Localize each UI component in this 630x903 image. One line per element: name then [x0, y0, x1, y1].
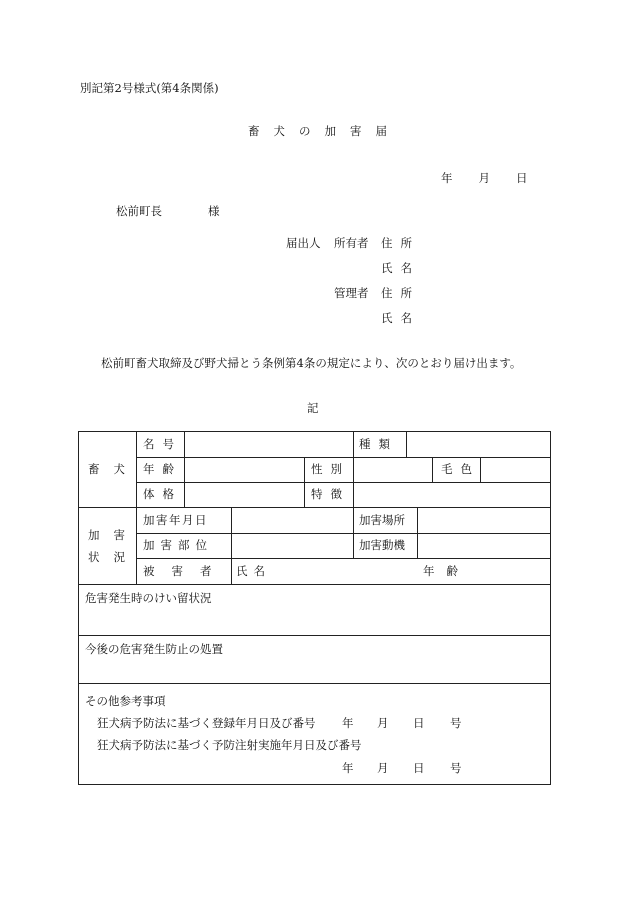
- build-label: 体格: [143, 487, 182, 501]
- date-month: 月: [478, 171, 490, 185]
- owner-label: 所有者: [334, 236, 369, 250]
- manager-label: 管理者: [334, 286, 369, 300]
- rabies-vaccination-year: 年: [342, 761, 354, 775]
- damage-header-2: 状況: [88, 550, 139, 564]
- prevention-field[interactable]: [79, 657, 551, 682]
- form-code: 別記第2号様式(第4条関係): [80, 81, 219, 95]
- statement: 松前町畜犬取締及び野犬掃とう条例第4条の規定により、次のとおり届け出ます。: [101, 356, 522, 370]
- date-line: [441, 173, 528, 185]
- sex-label: 性別: [311, 462, 350, 476]
- manager-address-label: 住所: [381, 286, 420, 300]
- damage-part-label: 加害部位: [143, 538, 213, 552]
- coat-field[interactable]: [481, 457, 550, 482]
- rabies-vaccination-number: 号: [450, 761, 462, 775]
- rabies-registration-year: 年: [342, 716, 354, 730]
- breed-field[interactable]: [407, 432, 550, 457]
- victim-age-label: 年齢: [423, 564, 470, 578]
- applicant-label: 届出人: [286, 236, 321, 250]
- damage-header-1: 加害: [88, 528, 139, 542]
- rabies-registration-day: 日: [413, 716, 425, 730]
- report-table: [78, 431, 551, 785]
- damage-place-label: 加害場所: [359, 513, 405, 527]
- damage-motive-label: 加害動機: [359, 538, 405, 552]
- date-year: 年: [441, 171, 453, 185]
- rabies-vaccination-day: 日: [413, 761, 425, 775]
- age-label: 年齢: [143, 462, 182, 476]
- manager-name-label: 氏名: [381, 311, 420, 325]
- name-label: 名号: [143, 437, 182, 451]
- victim-label: 被害者: [143, 564, 229, 578]
- date-day: 日: [516, 171, 528, 185]
- coat-label: 毛色: [441, 462, 480, 476]
- features-label: 特徴: [311, 487, 350, 501]
- rabies-vaccination-month: 月: [377, 761, 389, 775]
- damage-part-field[interactable]: [232, 533, 353, 558]
- restraint-label: 危害発生時のけい留状況: [85, 591, 212, 605]
- owner-address-label: 住所: [381, 236, 420, 250]
- restraint-field[interactable]: [79, 606, 551, 634]
- name-field[interactable]: [185, 432, 353, 457]
- features-field[interactable]: [354, 482, 550, 507]
- rabies-vaccination-label: 狂犬病予防法に基づく予防注射実施年月日及び番号: [97, 738, 362, 752]
- form-title: 畜犬の加害届: [248, 124, 401, 138]
- rabies-registration-month: 月: [377, 716, 389, 730]
- ki-label: 記: [307, 401, 319, 415]
- build-field[interactable]: [185, 482, 303, 507]
- addressee-name: 松前町長: [116, 204, 162, 218]
- rabies-registration-label: 狂犬病予防法に基づく登録年月日及び番号: [97, 716, 316, 730]
- rabies-registration-number: 号: [450, 716, 462, 730]
- addressee: [116, 206, 220, 218]
- damage-motive-field[interactable]: [418, 533, 550, 558]
- damage-place-field[interactable]: [418, 507, 550, 533]
- damage-date-field[interactable]: [232, 507, 353, 533]
- dog-header: 畜犬: [88, 462, 139, 476]
- age-field[interactable]: [185, 457, 303, 482]
- breed-label: 種類: [359, 437, 398, 451]
- damage-date-label: 加害年月日: [143, 513, 208, 527]
- owner-name-label: 氏名: [381, 261, 420, 275]
- prevention-label: 今後の危害発生防止の処置: [85, 642, 223, 656]
- other-label: その他参考事項: [85, 694, 166, 708]
- addressee-honorific: 様: [208, 204, 220, 218]
- victim-name-label: 氏名: [236, 564, 271, 578]
- sex-field[interactable]: [354, 457, 432, 482]
